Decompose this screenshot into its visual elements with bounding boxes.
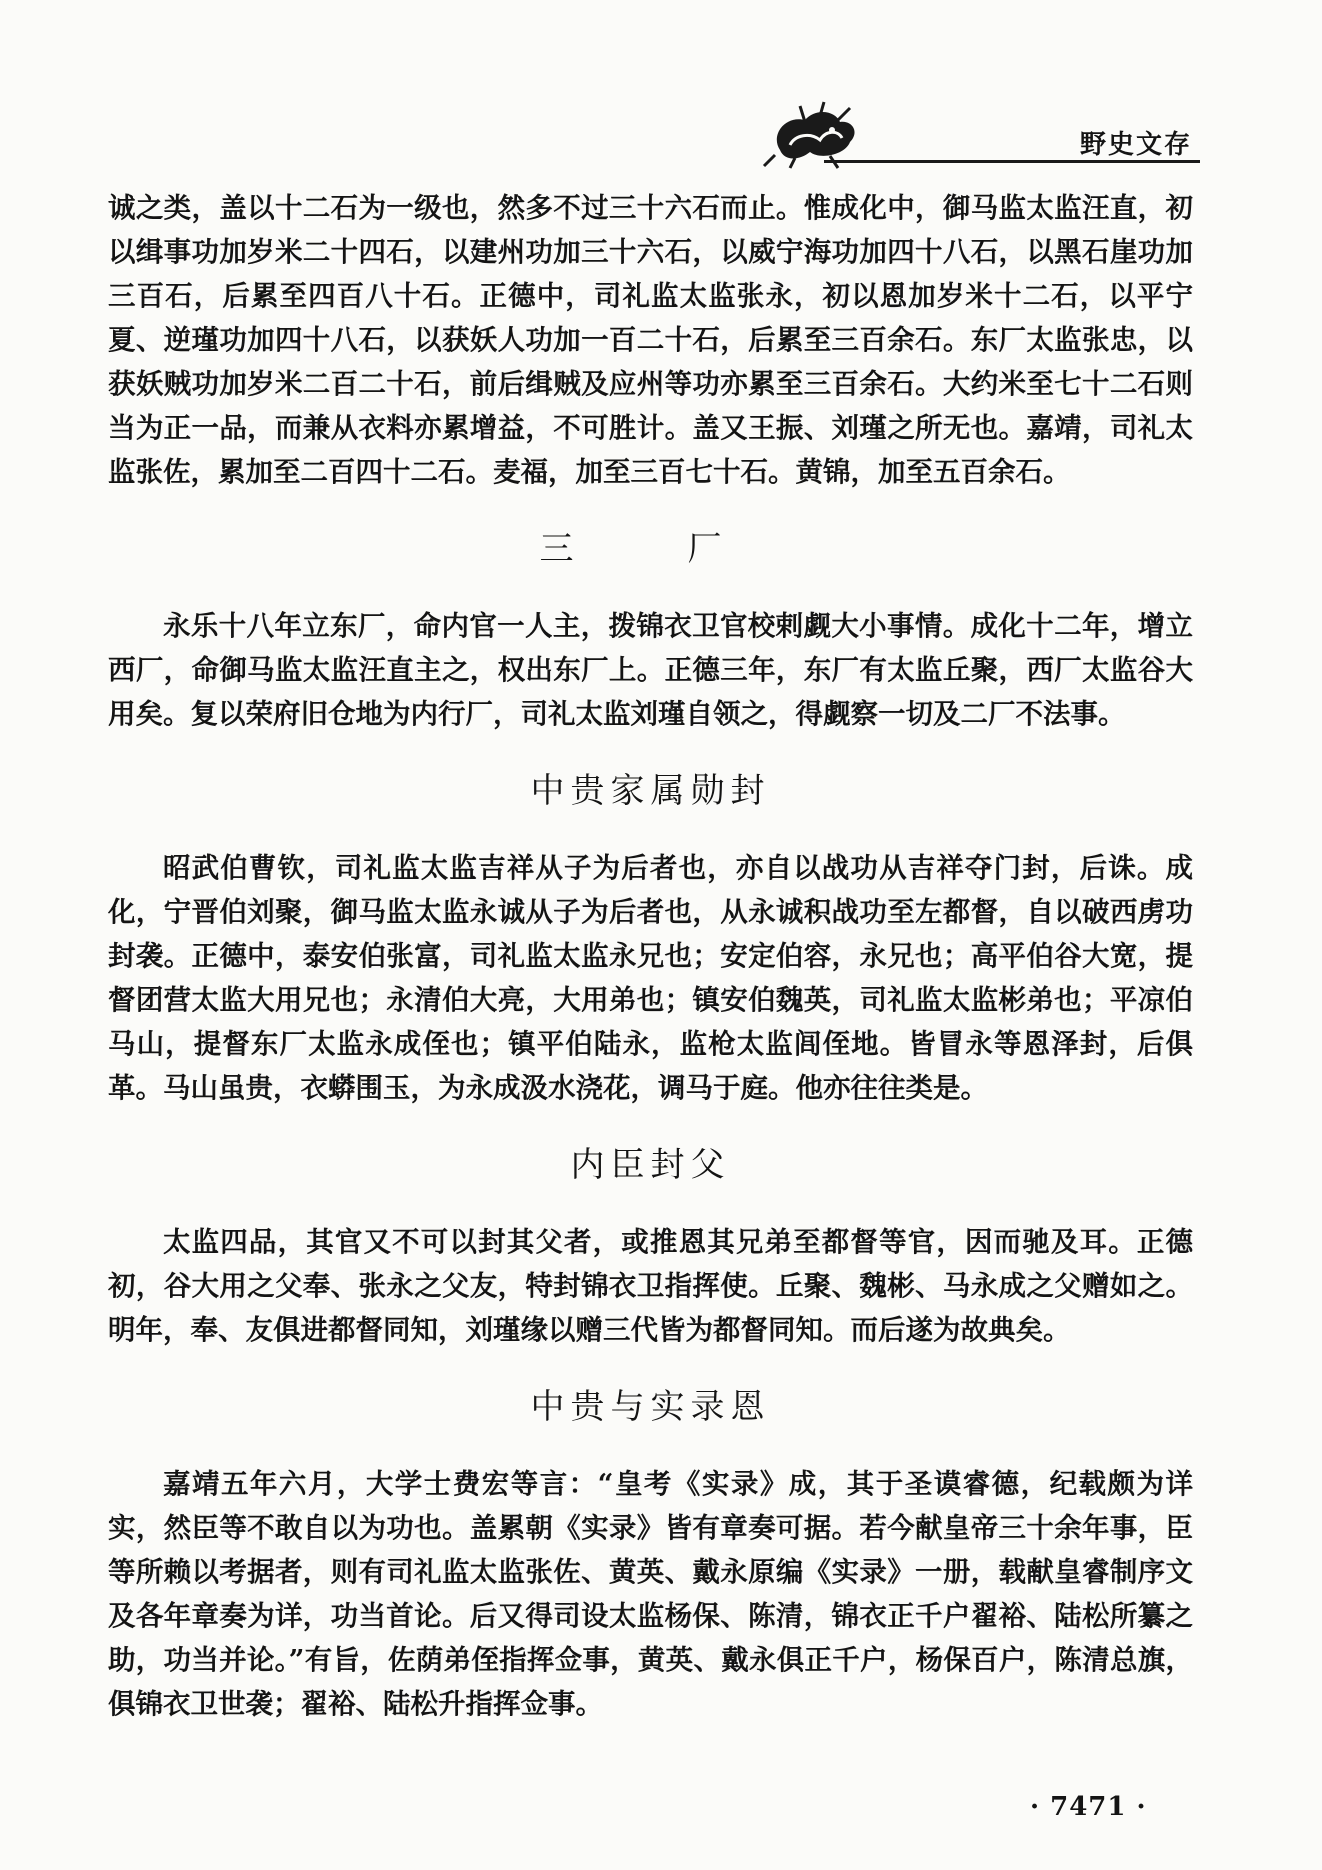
section-heading: 三 厂 (539, 529, 762, 569)
section-paragraph: 太监四品，其官又不可以封其父者，或推恩其兄弟至都督等官，因而驰及耳。正德初，谷大用之父奉、张永之父友，特封锦衣卫指挥使。丘聚、魏彬、马永成之父赠如之。明年，奉、友俱进都督同知，刘瑾缘以赠三代皆为都督同知。而后遂为故典矣。 (108, 1226, 1193, 1346)
section-paragraph: 昭武伯曹钦，司礼监太监吉祥从子为后者也，亦自以战功从吉祥夺门封，后诛。成化，宁晋伯刘聚，御马监太监永诚从子为后者也，从永诚积战功至左都督，自以破西虏功封袭。正德中，泰安伯张富，司礼监太监永兄也；安定伯容，永兄也；高平伯谷大宽，提督团营太监大用兄也；永清伯大亮，大用弟也；镇安伯魏英，司礼监太监彬弟也；平凉伯马山，提督东厂太监永成侄也；镇平伯陆永，监枪太监闾侄地。皆冒永等恩泽封，后俱革。马山虽贵，衣蟒围玉，为永成汲水浇花，调马于庭。他亦往往类是。 (108, 852, 1193, 1104)
section-heading: 内臣封父 (570, 1145, 731, 1185)
continued-paragraph: 诚之类，盖以十二石为一级也，然多不过三十六石而止。惟成化中，御马监太监汪直，初以缉事功加岁米二十四石，以建州功加三十六石，以威宁海功加四十八石，以黑石崖功加三百石，后累至四百八十石。正德中，司礼监太监张永，初以恩加岁米十二石，以平宁夏、逆瑾功加四十八石，以获妖人功加一百二十石，后累至三百余石。东厂太监张忠，以获妖贼功加岁米二百二十石，前后缉贼及应州等功亦累至三百余石。大约米至七十二石则当为正一品，而兼从衣料亦累增益，不可胜计。盖又王振、刘瑾之所无也。嘉靖，司礼太监张佐，累加至二百四十二石。麦福，加至三百七十石。黄锦，加至五百余石。 (108, 192, 1193, 488)
section-heading: 中贵与实录恩 (530, 1387, 771, 1427)
page-header (760, 100, 1200, 170)
book-series-title: 野史文存 (1079, 130, 1192, 160)
section-paragraph: 永乐十八年立东厂，命内官一人主，拨锦衣卫官校剌觑大小事情。成化十二年，增立西厂，命御马监太监汪直主之，权出东厂上。正德三年，东厂有太监丘聚，西厂太监谷大用矣。复以荣府旧仓地为内行厂，司礼太监刘瑾自领之，得觑察一切及二厂不法事。 (108, 610, 1193, 730)
section-heading: 中贵家属勋封 (530, 771, 771, 811)
header-rule (824, 160, 1200, 163)
page-number: · 7471 · (1030, 1792, 1147, 1822)
page-content (108, 186, 1193, 1726)
section-paragraph: 嘉靖五年六月，大学士费宏等言：“皇考《实录》成，其于圣谟睿德，纪载颇为详实，然臣等不敢自以为功也。盖累朝《实录》皆有章奏可据。若今献皇帝三十余年事，臣等所赖以考据者，则有司礼监太监张佐、黄英、戴永原编《实录》一册，载献皇睿制序文及各年章奏为详，功当首论。后又得司设太监杨保、陈清，锦衣正千户翟裕、陆松所纂之助，功当并论。”有旨，佐荫弟侄指挥佥事，黄英、戴永俱正千户，杨保百户，陈清总旗，俱锦衣卫世袭；翟裕、陆松升指挥佥事。 (108, 1468, 1193, 1720)
